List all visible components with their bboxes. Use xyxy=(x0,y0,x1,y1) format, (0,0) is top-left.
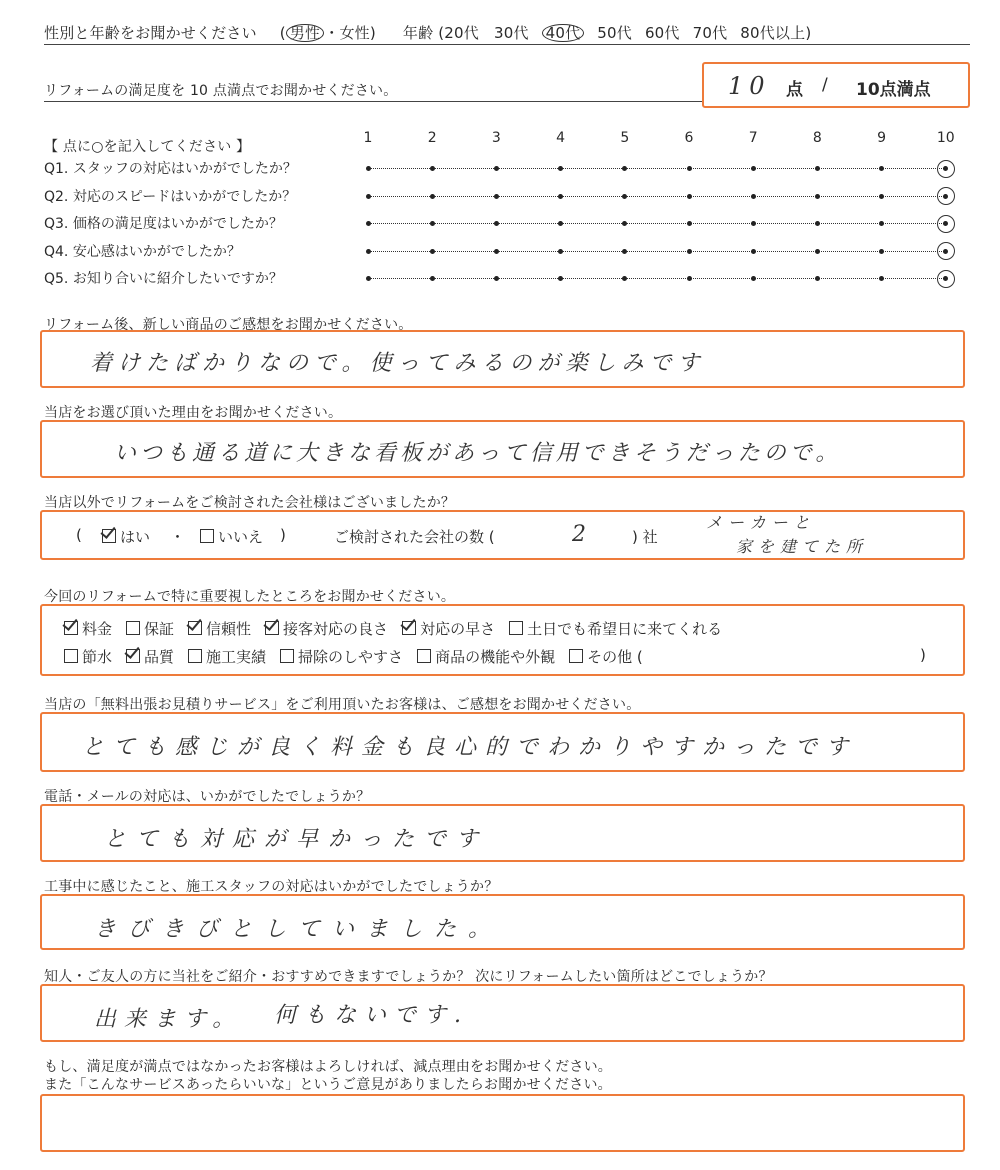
no-checkbox xyxy=(200,529,214,543)
other-company-box xyxy=(40,510,965,560)
reason-answer-box xyxy=(40,420,965,478)
other-open: ( xyxy=(76,526,82,544)
scale-dot[interactable] xyxy=(430,194,435,199)
scale-dot[interactable] xyxy=(879,194,884,199)
other-no-option xyxy=(200,526,263,547)
scale-dot[interactable] xyxy=(494,194,499,199)
scale-question: Q2. 対応のスピードはいかがでしたか？ xyxy=(44,188,297,205)
scale-dot[interactable] xyxy=(815,276,820,281)
header-underline xyxy=(44,44,970,45)
score-max: 10点満点 xyxy=(856,80,931,100)
scale-dot[interactable] xyxy=(751,249,756,254)
score-slash: / xyxy=(822,75,828,95)
age-70: 70代 xyxy=(692,24,728,42)
scale-dot[interactable] xyxy=(366,221,371,226)
gender-age-row xyxy=(44,22,811,43)
scale-number: 4 xyxy=(556,130,566,146)
scale-dot[interactable] xyxy=(879,166,884,171)
reduction-question-1: もし、満足度が満点ではなかったお客様はよろしければ、減点理由をお聞かせください。 xyxy=(44,1059,612,1075)
other-note-1: メーカーと xyxy=(706,513,816,532)
scale-dot[interactable] xyxy=(494,276,499,281)
scale-dot[interactable] xyxy=(751,221,756,226)
other-no-label: いいえ xyxy=(218,528,264,546)
scale-dot[interactable] xyxy=(622,249,627,254)
priority-checkbox[interactable] xyxy=(417,649,431,663)
scale-question: Q1. スタッフの対応はいかがでしたか？ xyxy=(44,161,297,177)
scale-dot[interactable] xyxy=(494,166,499,171)
scale-dot[interactable] xyxy=(558,276,563,281)
score-value: 10 xyxy=(728,72,771,100)
scale-dot[interactable] xyxy=(430,249,435,254)
scale-dot[interactable] xyxy=(751,166,756,171)
scale-number: 10 xyxy=(936,130,955,146)
other-close: ) xyxy=(280,526,286,544)
other-company-question: 当店以外でリフォームをご検討された会社様はございましたか？ xyxy=(44,495,456,511)
gender-female: 女性 xyxy=(339,24,370,42)
scale-dot[interactable] xyxy=(622,194,627,199)
impression-answer-box xyxy=(40,330,965,388)
priority-option-label: 商品の機能や外観 xyxy=(435,648,556,666)
priority-option[interactable] xyxy=(280,648,403,666)
reason-answer: いつも通る道に大きな看板があって信用できそうだったので。 xyxy=(114,441,842,466)
priority-checkbox[interactable] xyxy=(265,621,279,635)
work-answer-box xyxy=(40,894,965,950)
work-question: 工事中に感じたこと、施工スタッフの対応はいかがでしたでしょうか？ xyxy=(44,879,499,895)
scale-line xyxy=(368,223,946,224)
satisfaction-question: リフォームの満足度を 10 点満点でお聞かせください。 xyxy=(44,83,398,99)
referral-question: 知人・ご友人の方に当社をご紹介・おすすめできますでしょうか？ 次にリフォームしたい箇所はどこでしょうか？ xyxy=(44,969,773,985)
scale-dot[interactable] xyxy=(687,249,692,254)
priority-option[interactable] xyxy=(64,648,112,666)
scale-dot[interactable] xyxy=(622,221,627,226)
other-count-unit: ) 社 xyxy=(632,528,658,546)
priority-checkbox[interactable] xyxy=(569,649,583,663)
priority-option[interactable] xyxy=(64,620,112,638)
scale-dot[interactable] xyxy=(366,194,371,199)
priority-checkbox[interactable] xyxy=(402,621,416,635)
scale-number: 2 xyxy=(427,130,437,146)
scale-number: 6 xyxy=(684,130,694,146)
contact-question: 電話・メールの対応は、いかがでしたでしょうか？ xyxy=(44,789,371,805)
estimate-answer-box xyxy=(40,712,965,772)
priority-option-label: 信頼性 xyxy=(206,620,252,638)
scale-dot[interactable] xyxy=(622,166,627,171)
gender-sep: ・ xyxy=(324,24,340,42)
priority-option[interactable] xyxy=(417,648,555,666)
scale-dot[interactable] xyxy=(815,194,820,199)
scale-question: Q4. 安心感はいかがでしたか？ xyxy=(44,243,241,260)
age-60: 60代 xyxy=(644,24,680,42)
scale-dot[interactable] xyxy=(687,276,692,281)
scale-dot[interactable] xyxy=(430,221,435,226)
other-count-label: ご検討された会社の数 ( xyxy=(334,528,495,546)
scale-dot[interactable] xyxy=(879,276,884,281)
priority-option-label: 掃除のしやすさ xyxy=(298,648,404,666)
scale-dot[interactable] xyxy=(751,276,756,281)
gender-label: 性別と年齢をお聞かせください xyxy=(44,24,257,42)
priority-row-2 xyxy=(64,646,657,667)
scale-number: 8 xyxy=(812,130,822,146)
other-yes-option xyxy=(102,526,150,547)
other-count-value: 2 xyxy=(572,522,592,547)
priority-option-label: 料金 xyxy=(82,620,113,638)
priority-option[interactable] xyxy=(509,620,722,638)
priority-checkbox[interactable] xyxy=(188,621,202,635)
scale-dot[interactable] xyxy=(687,166,692,171)
priority-box xyxy=(40,604,965,676)
scale-dot[interactable] xyxy=(815,221,820,226)
priority-option[interactable] xyxy=(402,620,495,638)
answer-circle xyxy=(937,160,955,178)
scale-dot[interactable] xyxy=(687,221,692,226)
answer-circle xyxy=(937,187,955,205)
scale-line xyxy=(368,278,946,279)
scale-dot[interactable] xyxy=(558,249,563,254)
answer-circle xyxy=(937,270,955,288)
contact-answer-box xyxy=(40,804,965,862)
contact-answer: とても対応が早かったです xyxy=(104,827,489,852)
priority-option-label: 保証 xyxy=(144,620,175,638)
other-yes-label: はい xyxy=(120,528,151,546)
age-50: 50代 xyxy=(597,24,632,42)
priority-option-label: 接客対応の良さ xyxy=(283,620,389,638)
priority-option[interactable] xyxy=(188,620,251,638)
scale-dot[interactable] xyxy=(687,194,692,199)
age-30: 30代 xyxy=(493,24,529,42)
scale-dot[interactable] xyxy=(558,221,563,226)
scale-line xyxy=(368,251,946,252)
estimate-question: 当店の「無料出張お見積りサービス」をご利用頂いたお客様は、ご感想をお聞かせください。 xyxy=(44,697,641,713)
scale-question: Q3. 価格の満足度はいかがでしたか？ xyxy=(44,216,283,232)
priority-checkbox[interactable] xyxy=(280,649,294,663)
scale-number: 5 xyxy=(620,130,630,146)
gender-male-circled: 男性 xyxy=(286,24,324,42)
reduction-answer-box xyxy=(40,1094,965,1152)
scale-number: 9 xyxy=(877,130,887,146)
gender-open: ( xyxy=(279,24,286,42)
referral-answer-2: 何もないです. xyxy=(274,1003,469,1028)
priority-option-label: 土日でも希望日に来てくれる xyxy=(527,620,723,638)
scale-dot[interactable] xyxy=(430,276,435,281)
scale-number: 3 xyxy=(491,130,501,146)
other-dot: ・ xyxy=(170,528,186,546)
scale-dot[interactable] xyxy=(815,249,820,254)
scale-dot[interactable] xyxy=(558,166,563,171)
scale-line xyxy=(368,168,946,169)
answer-circle xyxy=(937,215,955,233)
priority-option-label: 施工実績 xyxy=(206,648,267,666)
priority-checkbox[interactable] xyxy=(64,621,78,635)
impression-question: リフォーム後、新しい商品のご感想をお聞かせください。 xyxy=(44,317,413,333)
priority-checkbox[interactable] xyxy=(126,649,140,663)
work-answer: きびきびとしていました。 xyxy=(94,917,503,942)
answer-circle xyxy=(937,242,955,260)
priority-checkbox[interactable] xyxy=(188,649,202,663)
priority-option[interactable] xyxy=(569,648,643,666)
reason-question: 当店をお選び頂いた理由をお聞かせください。 xyxy=(44,405,343,421)
scale-dot[interactable] xyxy=(622,276,627,281)
scale-dot[interactable] xyxy=(430,166,435,171)
priority-checkbox[interactable] xyxy=(64,649,78,663)
estimate-answer: とても感じが良く料金も良心的でわかりやすかったです xyxy=(82,735,858,760)
satisfaction-score-box xyxy=(702,62,970,108)
priority-question: 今回のリフォームで特に重要視したところをお聞かせください。 xyxy=(44,589,456,605)
scale-question: Q5. お知り合いに紹介したいですか？ xyxy=(44,271,283,287)
scale-line xyxy=(368,196,946,197)
priority-option[interactable] xyxy=(126,648,174,666)
priority-option[interactable] xyxy=(188,648,266,666)
scale-number: 1 xyxy=(363,130,373,146)
scale-dot[interactable] xyxy=(366,166,371,171)
priority-option-label: 節水 xyxy=(82,648,113,666)
scale-dot[interactable] xyxy=(494,249,499,254)
satisfaction-underline xyxy=(44,101,704,102)
age-label: 年齢 (20代 xyxy=(402,24,479,42)
yes-checkbox xyxy=(102,529,116,543)
scale-dot[interactable] xyxy=(366,249,371,254)
other-note-2: 家を建てた所 xyxy=(736,537,869,556)
referral-answer-box xyxy=(40,984,965,1042)
scale-instruction: 【 点に○を記入してください 】 xyxy=(44,139,251,155)
gender-close: ) xyxy=(369,24,376,42)
scale-number: 7 xyxy=(748,130,758,146)
priority-option[interactable] xyxy=(126,620,174,638)
scale-dot[interactable] xyxy=(815,166,820,171)
priority-row-1 xyxy=(64,618,736,639)
priority-checkbox[interactable] xyxy=(509,621,523,635)
priority-option-label: 品質 xyxy=(144,648,175,666)
scale-dot[interactable] xyxy=(879,221,884,226)
priority-checkbox[interactable] xyxy=(126,621,140,635)
priority-option-label: その他 ( xyxy=(587,648,643,666)
scale-dot[interactable] xyxy=(494,221,499,226)
score-unit: 点 xyxy=(786,80,803,100)
reduction-question-2: また「こんなサービスあったらいいな」というご意見がありましたらお聞かせください。 xyxy=(44,1077,612,1093)
referral-answer-1: 出来ます。 xyxy=(94,1007,243,1032)
impression-answer: 着けたばかりなので。使ってみるのが楽しみです xyxy=(90,351,706,376)
scale-dot[interactable] xyxy=(879,249,884,254)
priority-option-label: 対応の早さ xyxy=(420,620,496,638)
priority-close: ) xyxy=(920,646,926,664)
scale-dot[interactable] xyxy=(558,194,563,199)
priority-option[interactable] xyxy=(265,620,388,638)
age-40-circled: 40代 xyxy=(542,24,585,42)
scale-dot[interactable] xyxy=(366,276,371,281)
age-80: 80代以上) xyxy=(740,24,812,42)
scale-dot[interactable] xyxy=(751,194,756,199)
